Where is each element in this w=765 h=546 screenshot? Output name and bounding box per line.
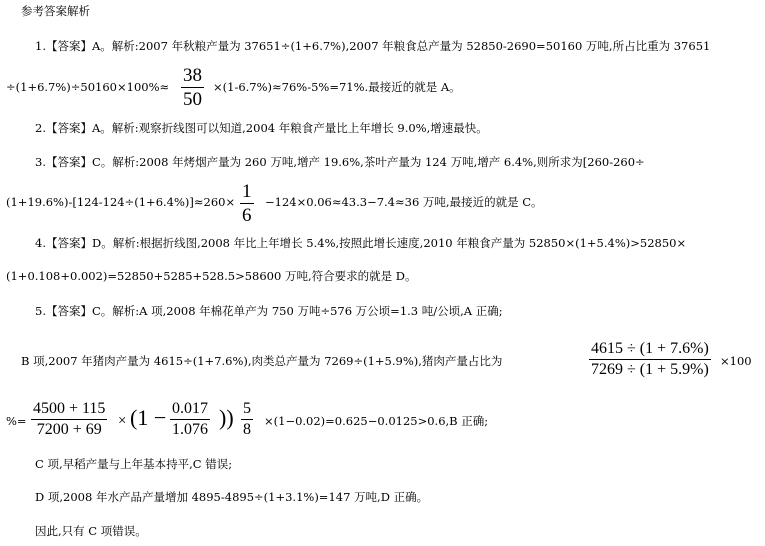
- q3-fraction: [240, 182, 254, 225]
- q5-b-line2-pct: %=: [6, 414, 27, 428]
- q3-line2-pre: (1+19.6%)-[124-124÷(1+6.4%)]≈260×: [6, 195, 236, 209]
- q2-line1: 2.【答案】A。解析:观察折线图可以知道,2004 年粮食产量比上年增长 9.0%,增速最快。: [35, 121, 488, 135]
- q5-b-fraction-denominator: 7269 ÷ (1 + 5.9%): [591, 361, 709, 378]
- q5-b-fraction-numerator: 4615 ÷ (1 + 7.6%): [591, 340, 709, 357]
- q5-b-fraction-1-numerator: 4500 + 115: [33, 400, 106, 417]
- q3-fraction-numerator: 1: [242, 181, 252, 202]
- q5-b-fraction: [589, 341, 711, 378]
- q5-b-line2-post: ×(1−0.02)=0.625−0.0125>0.6,B 正确;: [264, 414, 489, 428]
- q5-c: C 项,早稻产量与上年基本持平,C 错误;: [35, 457, 233, 471]
- q5-b-post: ×100: [720, 354, 752, 368]
- q5-b-fraction-1-denominator: 7200 + 69: [36, 421, 102, 438]
- q5-b-fraction-3-bar: [241, 419, 253, 420]
- q4-line2: (1+0.108+0.002)=52850+5285+528.5>58600 万吨,符合要求的就是 D。: [6, 269, 417, 283]
- q5-b-fraction-2-numerator: 0.017: [172, 400, 208, 417]
- q5-b-fraction-2-bar: [170, 419, 210, 420]
- q3-line2-post: −124×0.06≈43.3−7.4≈36 万吨,最接近的就是 C。: [265, 195, 543, 209]
- q3-fraction-denominator: 6: [242, 205, 252, 226]
- q1-line2-post: ×(1-6.7%)≈76%-5%=71%.最接近的就是 A。: [213, 80, 461, 94]
- q5-line1: 5.【答案】C。解析:A 项,2008 年棉花单产为 750 万吨÷576 万公顷=1.3 吨/公顷,A 正确;: [35, 304, 503, 318]
- q1-fraction-numerator: 38: [183, 65, 202, 86]
- q3-fraction-bar: [240, 203, 254, 204]
- q5-b-close-parens: )): [219, 405, 234, 430]
- q5-b-fraction-3: [241, 401, 253, 438]
- q5-d: D 项,2008 年水产品产量增加 4895-4895÷(1+3.1%)=147 万吨,D 正确。: [35, 490, 429, 504]
- q1-line2-pre: ÷(1+6.7%)÷50160×100%≈: [6, 80, 170, 94]
- conclusion: 因此,只有 C 项错误。: [35, 524, 147, 538]
- q1-fraction-bar: [181, 87, 204, 88]
- q4-line1: 4.【答案】D。解析:根据折线图,2008 年比上年增长 5.4%,按照此增长速度,2010 年粮食产量为 52850×(1+5.4%)>52850×: [35, 236, 687, 250]
- q1-line1: 1.【答案】A。解析:2007 年秋粮产量为 37651÷(1+6.7%),2007 年粮食总产量为 52850-2690=50160 万吨,所占比重为 37651: [35, 39, 711, 53]
- q5-b-open-paren: (1 −: [130, 405, 167, 430]
- q5-b-fraction-3-numerator: 5: [243, 400, 251, 417]
- page-title: 参考答案解析: [21, 4, 90, 18]
- q5-b-fraction-bar: [589, 359, 711, 360]
- q3-line1: 3.【答案】C。解析:2008 年烤烟产量为 260 万吨,增产 19.6%,茶叶产量为 124 万吨,增产 6.4%,则所求为[260-260÷: [35, 155, 645, 169]
- q5-b-fraction-1: [31, 401, 107, 438]
- q5-b-times: ×: [118, 413, 127, 429]
- q5-b-fraction-2-denominator: 1.076: [172, 421, 208, 438]
- q5-b-fraction-2: [170, 401, 210, 438]
- q5-b-fraction-1-bar: [31, 419, 107, 420]
- q1-fraction-denominator: 50: [183, 89, 202, 110]
- q1-fraction: [181, 66, 204, 109]
- q5-b-pre: B 项,2007 年猪肉产量为 4615÷(1+7.6%),肉类总产量为 7269÷(1+5.9%),猪肉产量占比为: [21, 354, 503, 368]
- q5-b-fraction-3-denominator: 8: [243, 421, 251, 438]
